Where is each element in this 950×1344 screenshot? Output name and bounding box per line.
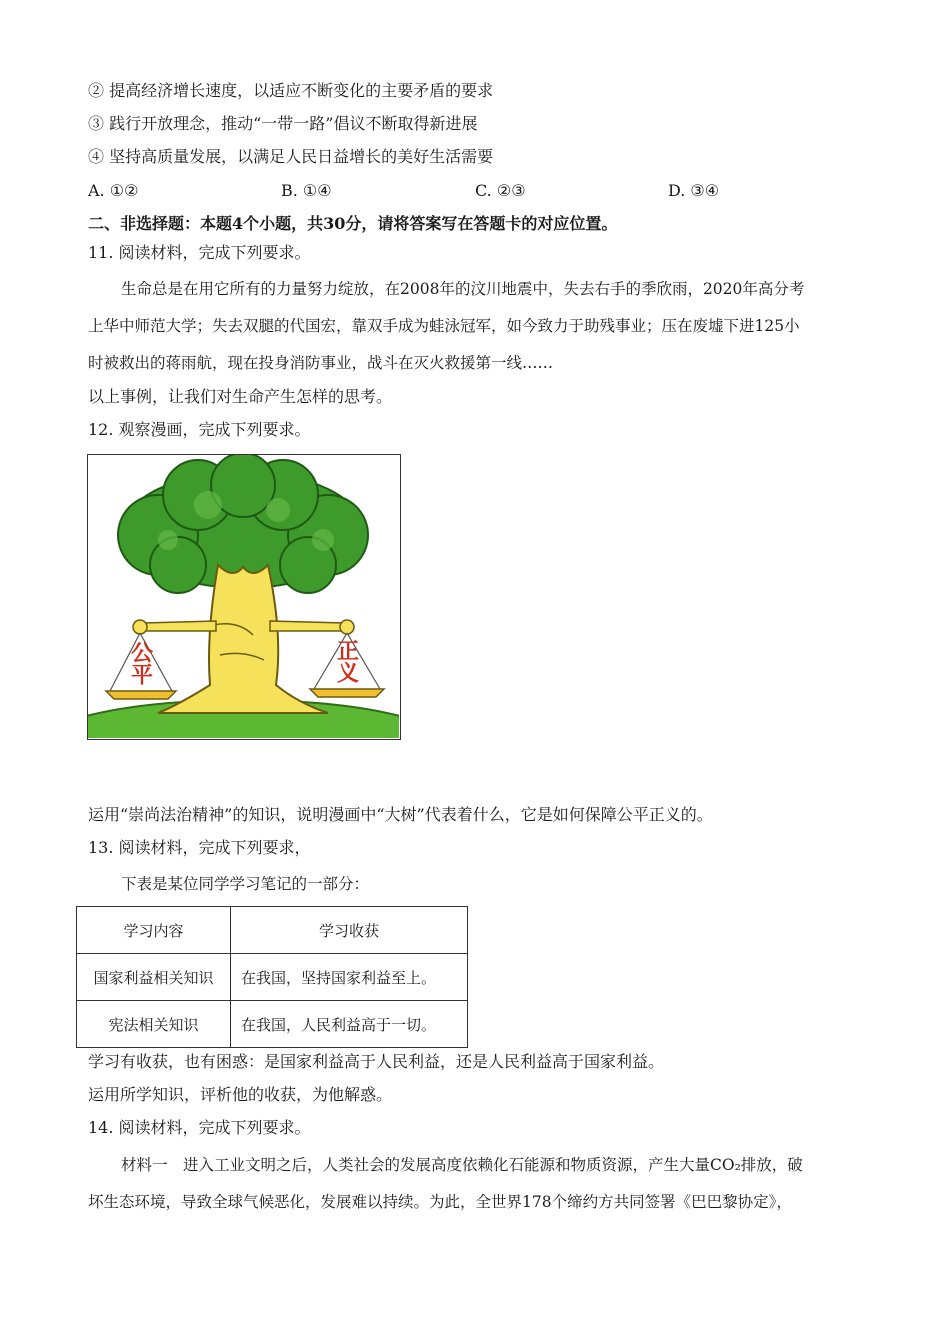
q14-stem: 14. 阅读材料，完成下列要求。 [88,1118,311,1137]
q11-material-line: 时被救出的蒋雨航，现在投身消防事业，战斗在灭火救援第一线…… [88,354,554,372]
tree-cartoon [87,454,401,740]
q11-stem: 11. 阅读材料，完成下列要求。 [88,243,311,262]
tree-scale-illustration [88,455,399,738]
q13-confusion: 学习有收获，也有困惑：是国家利益高于人民利益，还是人民利益高于国家利益。 [88,1052,665,1071]
table-header: 学习收获 [231,907,468,954]
option-c: C. ②③ [475,181,526,200]
left-pan-label: 公平 [128,641,154,685]
table-row [77,954,468,1001]
choice-item: ② 提高经济增长速度，以适应不断变化的主要矛盾的要求 [88,81,494,100]
section-title: 二、非选择题：本题4个小题，共30分，请将答案写在答题卡的对应位置。 [88,214,618,233]
choice-item: ④ 坚持高质量发展，以满足人民日益增长的美好生活需要 [88,147,494,166]
study-notes-table [76,906,468,1048]
option-a: A. ①② [88,181,139,200]
right-pan-label: 正义 [334,639,360,683]
table-cell: 在我国，人民利益高于一切。 [231,1001,468,1048]
table-row [77,1001,468,1048]
q12-question: 运用“崇尚法治精神”的知识，说明漫画中“大树”代表着什么，它是如何保障公平正义的。 [88,805,713,824]
q13-question: 运用所学知识，评析他的收获，为他解惑。 [88,1085,393,1104]
choice-item: ③ 践行开放理念，推动“一带一路”倡议不断取得新进展 [88,114,478,133]
table-header-row [77,907,468,954]
table-cell: 宪法相关知识 [77,1001,231,1048]
option-d: D. ③④ [668,181,720,200]
q14-material-line: 坏生态环境，导致全球气候恶化，发展难以持续。为此，全世界178个缔约方共同签署《巴巴黎协定》， [88,1193,792,1211]
table-cell: 在我国，坚持国家利益至上。 [231,954,468,1001]
table-cell: 国家利益相关知识 [77,954,231,1001]
option-b: B. ①④ [281,181,332,200]
q13-intro: 下表是某位同学学习笔记的一部分： [121,875,370,893]
q11-material-line: 上华中师范大学；失去双腿的代国宏，靠双手成为蛙泳冠军，如今致力于助残事业；压在废墟下进125小 [88,317,800,335]
q13-stem: 13. 阅读材料，完成下列要求， [88,838,311,857]
q12-stem: 12. 观察漫画，完成下列要求。 [88,420,311,439]
q11-question: 以上事例，让我们对生命产生怎样的思考。 [88,387,393,406]
table-header: 学习内容 [77,907,231,954]
q14-material-line: 材料一 进入工业文明之后，人类社会的发展高度依赖化石能源和物质资源，产生大量CO₂排放，破 [121,1156,803,1174]
q11-material-line: 生命总是在用它所有的力量努力绽放，在2008年的汶川地震中，失去右手的季欣雨，2020年高分考 [121,280,805,298]
